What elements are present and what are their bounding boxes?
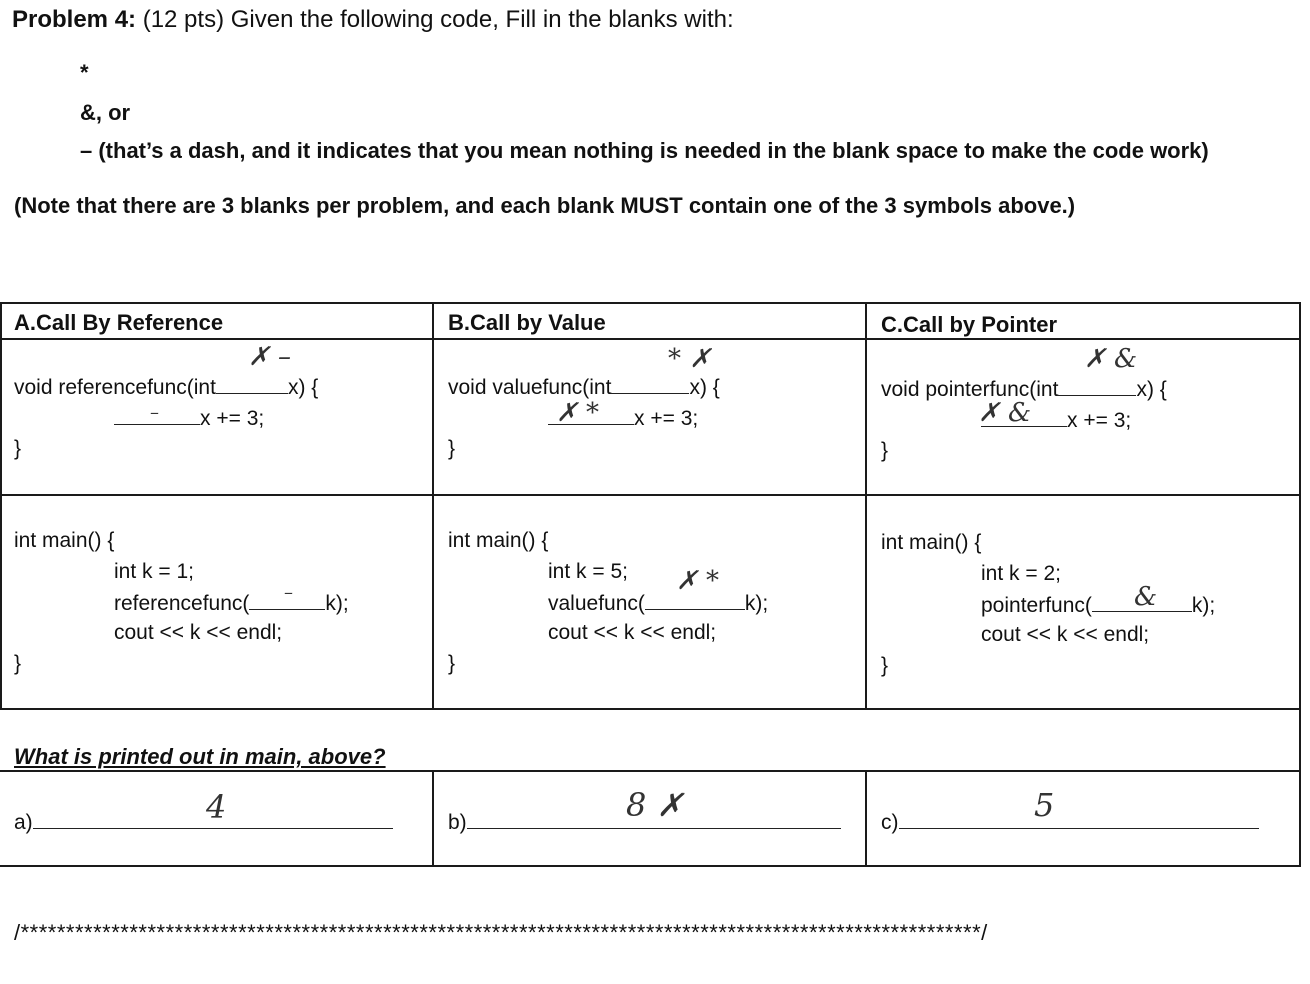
main-close-b: }	[448, 652, 456, 675]
footer-divider: /**********************************************************************************************************/	[14, 920, 988, 945]
main-close-c: }	[881, 654, 889, 677]
blank-c1[interactable]	[1058, 377, 1136, 396]
header-call-by-value: B.Call by Value	[448, 310, 606, 335]
main-open-b: int main() {	[448, 529, 549, 552]
symbol-ampersand: &, or	[80, 100, 131, 125]
answer-c-blank[interactable]	[899, 810, 1259, 829]
main-open-c: int main() {	[881, 531, 982, 554]
header-call-by-reference: A.Call By Reference	[14, 310, 224, 335]
pointer-func-body: x += 3;	[981, 408, 1131, 433]
main-call-a: referencefunc( k);	[114, 592, 349, 615]
main-cout-a: cout << k << endl;	[114, 621, 283, 644]
problem-label: Problem 4:	[12, 6, 137, 33]
main-open-a: int main() {	[14, 529, 115, 552]
problem-heading	[12, 6, 734, 34]
main-decl-a: int k = 1;	[114, 560, 194, 583]
pointer-func-signature: void pointerfunc(int x) {	[881, 378, 1167, 401]
answer-b: b)	[448, 810, 841, 835]
handwriting-a2: –	[150, 402, 159, 423]
answer-c: c)	[881, 810, 1259, 835]
note-text: (Note that there are 3 blanks per problem, and each blank MUST contain one of the 3 symbols above.)	[14, 193, 1076, 218]
reference-func-signature: void referencefunc(int x) {	[14, 376, 319, 399]
reference-func-close: }	[14, 437, 22, 460]
reference-func-body: x += 3;	[114, 406, 264, 431]
value-func-close: }	[448, 437, 456, 460]
main-close-a: }	[14, 652, 22, 675]
header-call-by-pointer: C.Call by Pointer	[881, 312, 1058, 337]
main-cout-b: cout << k << endl;	[548, 621, 717, 644]
blank-b1[interactable]	[611, 375, 689, 394]
handwriting-answer-a: 4	[206, 788, 227, 826]
symbol-star: *	[80, 60, 89, 85]
question-prompt: What is printed out in main, above?	[14, 744, 386, 769]
problem-text: (12 pts) Given the following code, Fill in the blanks with:	[136, 6, 734, 33]
value-func-signature: void valuefunc(int x) {	[448, 376, 720, 399]
blank-a1[interactable]	[216, 375, 288, 394]
main-decl-c: int k = 2;	[981, 562, 1061, 585]
value-func-body: x += 3;	[548, 406, 698, 431]
handwriting-answer-b: 8 ✗	[626, 786, 684, 824]
handwriting-c1: ✗ &	[1084, 344, 1138, 374]
answer-a: a)	[14, 810, 393, 835]
handwriting-b3: ✗ *	[676, 566, 720, 596]
main-call-b: valuefunc( k);	[548, 592, 769, 615]
handwriting-a3: –	[284, 582, 293, 603]
handwriting-b1: * ✗	[668, 344, 712, 374]
main-cout-c: cout << k << endl;	[981, 623, 1150, 646]
symbol-dash: – (that’s a dash, and it indicates that you mean nothing is needed in the blank space to make the code work)	[80, 138, 1209, 163]
main-decl-b: int k = 5;	[548, 560, 628, 583]
pointer-func-close: }	[881, 439, 889, 462]
handwriting-c3: &	[1134, 582, 1158, 612]
handwriting-b2: ✗ *	[556, 398, 600, 428]
handwriting-a1: ✗ –	[248, 342, 292, 372]
handwriting-answer-c: 5	[1034, 786, 1055, 824]
handwriting-c2: ✗ &	[978, 398, 1032, 428]
main-call-c: pointerfunc( k);	[981, 594, 1216, 617]
